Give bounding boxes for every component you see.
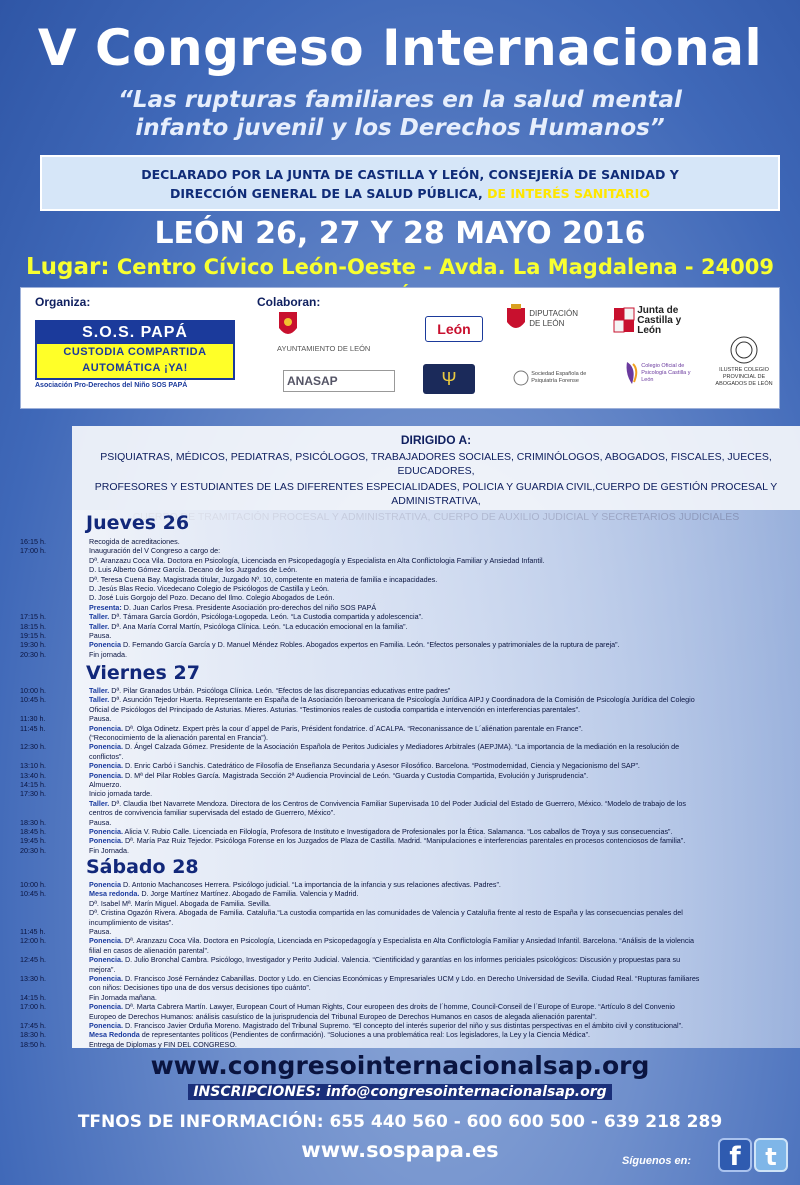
declared-banner <box>40 155 780 211</box>
schedule-desc: Ponencia. Alicia V. Rubio Calle. Licenciada en Filología, Profesora de Instituto e Investigadora de Profesionales por la Ética. Salamanca. “Los caballos de Troya y sus consecuencias”. <box>89 827 673 836</box>
schedule-time: 14:15 h. <box>20 780 46 789</box>
day-heading-sabado: Sábado 28 <box>86 856 199 878</box>
schedule-desc: Ponencia D. Fernando García García y D. Manuel Méndez Robles. Abogados expertos en Familia. León. “Efectos personales y patrimoniales de la ruptura de pareja”. <box>89 640 620 650</box>
sociedad-logo <box>513 370 603 386</box>
declared-line-2-text: DIRECCIÓN GENERAL DE LA SALUD PÚBLICA, <box>170 186 483 201</box>
schedule-time: 10:00 h. <box>20 880 46 889</box>
diputacion-logo <box>505 304 605 334</box>
day-heading-viernes: Viernes 27 <box>86 662 200 684</box>
location-text: Centro Cívico León-Oeste - Avda. La Magdalena - 24009 <box>116 255 775 279</box>
schedule-desc: Taller. Dª. Claudia Ibet Navarrete Mendoza. Directora de los Centros de Convivencia Familiar Supervisada 10 del Poder Judicial del Estado de Guerrero, México. “Modelo de trabajo de los <box>89 798 687 808</box>
schedule-desc: Inauguración del V Congreso a cargo de: <box>89 546 221 556</box>
schedule-desc: D. Luis Alberto Gómez García. Decano de los Juzgados de León. <box>89 565 298 575</box>
schedule-kind: Ponencia <box>89 640 121 650</box>
schedule-time: 18:45 h. <box>20 827 46 836</box>
schedule-time: 18:30 h. <box>20 817 46 827</box>
schedule-desc: Ponencia. Dª. Olga Odinetz. Expert près la cour d´appel de Paris, Président fondatrice. d´ACALPA. “Reconanissance de L´aliénation parentale en France”. <box>89 723 583 733</box>
schedule-time: 17:00 h. <box>20 1002 46 1012</box>
colegio-psicologia-text: Colegio Oficial de Psicología Castilla y León <box>641 362 691 383</box>
schedule-desc: Pausa. <box>89 927 112 936</box>
schedule-desc: (“Reconocimiento de la alienación parental en Francia”). <box>89 733 268 742</box>
schedule-desc: Entrega de Diplomas y FIN DEL CONGRESO. <box>89 1039 237 1049</box>
ayuntamiento-text: AYUNTAMIENTO DE LEÓN <box>277 344 371 353</box>
schedule-desc: Ponencia. D. Julio Bronchal Cambra. Psicólogo, Investigador y Perito Judicial. Valencia. “Cientificidad y garantías en los informes periciales psicológicos: Discusión y propuestas para su <box>89 955 681 965</box>
schedule-kind: Ponencia <box>89 880 121 889</box>
dirigido-title: DIRIGIDO A: <box>400 433 472 447</box>
subtitle-line-1: “Las rupturas familiares en la salud mental <box>118 87 682 113</box>
schedule-desc: Dª. Isabel Mª. Marín Miguel. Abogada de Familia. Sevilla. <box>89 898 271 908</box>
schedule-kind: Ponencia. <box>89 1021 123 1030</box>
schedule-time: 20:30 h. <box>20 649 46 659</box>
schedule-kind: Ponencia. <box>89 723 123 733</box>
declared-line-2 <box>42 184 778 203</box>
schedule-desc: Presenta: D. Juan Carlos Presa. Presidente Asociación pro-derechos del niño SOS PAPÁ <box>89 602 377 612</box>
schedule-desc: Ponencia. Dª. Marta Cabrera Martín. Lawyer, European Court of Human Rights, Cour europeen des droits de l´homme, Council-Conseil de l´Europe of Europe. “Artículo 8 del Convenio <box>89 1002 675 1012</box>
page-title: V Congreso Internacional <box>37 19 763 77</box>
schedule-desc: Almuerzo. <box>89 780 122 789</box>
schedule-desc: Ponencia. D. Ángel Calzada Gómez. Presidente de la Asociación Española de Peritos Judiciales y Mediadores Arbitrales (AEPJMA). “La importancia de la mediación en la resolución de <box>89 742 680 752</box>
schedule-time: 10:45 h. <box>20 695 46 705</box>
schedule-time: 17:15 h. <box>20 612 46 622</box>
phone-numbers: TFNOS DE INFORMACIÓN: 655 440 560 - 600 600 500 - 639 218 289 <box>77 1112 723 1132</box>
declared-line-1: DECLARADO POR LA JUNTA DE CASTILLA Y LEÓN, CONSEJERÍA DE SANIDAD Y <box>141 167 679 182</box>
seal-icon <box>513 370 529 386</box>
schedule-time: 18:30 h. <box>20 1030 46 1040</box>
subtitle <box>0 86 800 142</box>
schedule-kind: Ponencia. <box>89 936 123 946</box>
schedule-kind: Taller. <box>89 798 110 808</box>
event-dates: LEÓN 26, 27 Y 28 MAYO 2016 <box>154 216 646 251</box>
schedule-desc: Ponencia. D. Enric Carbó i Sanchis. Catedrático de Filosofía de Enseñanza Secundaria y Asesor Filosófico. Barcelona. “Postmodernidad, Ciencia y Negacionismo del SAP”. <box>89 761 640 771</box>
sociedad-text: Sociedad Española de Psiquiatría Forense <box>531 371 587 384</box>
schedule-kind: Taller. <box>89 612 110 622</box>
schedule-kind: Ponencia. <box>89 742 123 752</box>
schedule-desc: filial en casos de alienación parental”. <box>89 945 209 955</box>
schedule-time: 12:30 h. <box>20 742 46 752</box>
schedule-time: 13:40 h. <box>20 770 46 780</box>
schedule-time: 20:30 h. <box>20 845 46 855</box>
schedule-desc: Pausa. <box>89 817 112 827</box>
schedule-desc: Recogida de acreditaciones. <box>89 537 180 546</box>
siguenos-label: Síguenos en: <box>622 1155 692 1167</box>
schedule-kind: Mesa Redonda <box>89 1030 140 1040</box>
schedule-desc: Ponencia D. Antonio Machancoses Herrera. Psicólogo judicial. “La importancia de la infancia y sus relaciones afectivas. Padres”. <box>89 880 501 889</box>
schedule-desc: Ponencia. D. Francisco Javier Orduña Moreno. Magistrado del Tribunal Supremo. “El concepto del interés superior del niño y sus distintas perspectivas en el ámbito civil y constitucional”. <box>89 1021 684 1030</box>
crest-icon <box>505 304 527 334</box>
schedule-time: 18:15 h. <box>20 621 46 631</box>
colegio-abogados-text: ILUSTRE COLEGIO PROVINCIAL DE ABOGADOS DE LEÓN <box>715 367 773 387</box>
schedule-time: 13:10 h. <box>20 761 46 771</box>
leon-logo <box>425 316 483 342</box>
schedule-desc: Ponencia. D. Mª del Pilar Robles García. Magistrada Sección 2ª Audiencia Provincial de León. “Guarda y Custodia Compartida, Evolución y Jurisprudencia”. <box>89 770 589 780</box>
schedule-time: 10:00 h. <box>20 686 46 695</box>
schedule-desc: Fin jornada. <box>89 649 127 659</box>
sos-line-2: AUTOMÁTICA ¡YA! <box>82 362 188 374</box>
congress-url[interactable]: www.congresointernacionalsap.org <box>150 1051 650 1080</box>
schedule-desc: Taller. Dª. Pilar Granados Urbán. Psicóloga Clínica. León. “Efectos de las discrepancias educativas entre padres” <box>89 686 451 695</box>
junta-crest-icon <box>613 307 635 335</box>
schedule-time: 13:30 h. <box>20 974 46 983</box>
leon-text: León <box>437 321 471 337</box>
dirigido-line-2: PROFESORES Y ESTUDIANTES DE LAS DIFERENTES ESPECIALIDADES, POLICIA Y GUARDIA CIVIL,CUERPO DE GESTIÓN PROCESAL Y ADMINISTRATIVA, <box>94 481 778 507</box>
schedule-kind: Ponencia. <box>89 955 123 965</box>
anasap-logo <box>283 370 395 392</box>
schedule-kind: Presenta: <box>89 602 122 612</box>
schedule-desc: Ponencia. Dª. María Paz Ruiz Tejedor. Psicóloga Forense en los Juzgados de Plaza de Castilla. Madrid. “Manipulaciones e interferencias parentales en procesos contenciosos de familia”. <box>89 836 686 846</box>
diputacion-text: DIPUTACIÓN DE LEÓN <box>529 309 578 328</box>
schedule-desc: Ponencia. D. Francisco José Fernández Cabanillas. Doctor y Ldo. en Ciencias Económicas y Empresariales UCM y Ldo. en Derecho Universidad de Sevilla. Ciudad Real. “Rupturas familiares <box>89 974 700 983</box>
sos-line-1: CUSTODIA COMPARTIDA <box>63 346 207 358</box>
schedule-desc: Fin Jornada. <box>89 845 129 855</box>
ayuntamiento-logo <box>277 310 417 354</box>
schedule-time: 17:30 h. <box>20 789 46 799</box>
dirigido-line-1: PSIQUIATRAS, MÉDICOS, PEDIATRAS, PSICÓLOGOS, TRABAJADORES SOCIALES, CRIMINÓLOGOS, ABOGADOS, FISCALES, JUECES, EDUCADORES, <box>100 451 772 477</box>
schedule-time: 19:45 h. <box>20 836 46 846</box>
schedule-kind: Mesa redonda. <box>89 889 140 899</box>
organiza-label: Organiza: <box>35 295 91 309</box>
schedule-kind: Taller. <box>89 621 110 631</box>
day-heading-jueves: Jueves 26 <box>86 512 190 534</box>
schedule-desc: Fin Jornada mañana. <box>89 992 157 1002</box>
schedule-time: 12:00 h. <box>20 936 46 946</box>
schedule-desc: mejora”. <box>89 964 116 974</box>
schedule-desc: Taller. Dª. Ana María Corral Martín, Psicóloga Clínica. León. “La educación emocional en la familia”. <box>89 621 408 631</box>
schedule-kind: Ponencia. <box>89 836 123 846</box>
schedule-time: 19:30 h. <box>20 640 46 650</box>
psi-icon: Ψ <box>441 369 457 389</box>
inscripciones-text[interactable]: INSCRIPCIONES: info@congresointernacionalsap.org <box>188 1084 611 1100</box>
sos-papa-logo <box>35 320 235 380</box>
inscripciones[interactable] <box>0 1082 800 1102</box>
emblem-icon <box>730 336 758 364</box>
facebook-icon[interactable]: f <box>718 1138 752 1172</box>
schedule-kind: Ponencia. <box>89 827 123 836</box>
schedule-kind: Taller. <box>89 686 110 695</box>
schedule-kind: Ponencia. <box>89 761 123 771</box>
declared-highlight: DE INTERÉS SANITARIO <box>487 186 650 201</box>
schedule-desc: centros de convivencia familiar supervisada del estado de Guerrero, México”. <box>89 808 336 818</box>
sos-title: S.O.S. PAPÁ <box>37 322 233 344</box>
sospapa-url[interactable]: www.sospapa.es <box>301 1138 499 1162</box>
schedule-kind: Ponencia. <box>89 974 123 983</box>
schedule-time: 11:45 h. <box>20 723 46 733</box>
schedule-time: 14:15 h. <box>20 992 46 1002</box>
twitter-icon[interactable]: t <box>754 1138 788 1172</box>
sos-association: Asociación Pro-Derechos del Niño SOS PAPÁ <box>35 382 188 389</box>
schedule-time: 11:45 h. <box>20 927 46 936</box>
schedule-kind: Taller. <box>89 695 110 705</box>
schedule-kind: Ponencia. <box>89 770 123 780</box>
anasap-text: ANASAP <box>287 374 338 388</box>
schedule-desc: Europeo de Derechos Humanos: análisis casuístico de la jurisprudencia del Tribunal Europeo de Derechos Humanos en casos de alegada alienación parental”. <box>89 1011 597 1021</box>
schedule-desc: Ponencia. Dª. Aranzazu Coca Vila. Doctora en Psicología, Licenciada en Psicopedagogía y Especialista en Alta Conflictología Familiar y Ansiedad Infantil. Barcelona. “Análisis de la violencia <box>89 936 695 946</box>
schedule-desc: incumplimiento de visitas”. <box>89 917 174 927</box>
schedule-desc: Dª. Aranzazu Coca Vila. Doctora en Psicología, Licenciada en Psicopedagogía y Especialista en Alta Conflictologia Familiar y Ansiedad Infantil. <box>89 555 545 565</box>
schedule-kind: Ponencia. <box>89 1002 123 1012</box>
schedule-time: 17:00 h. <box>20 546 46 556</box>
schedule-time: 16:15 h. <box>20 537 46 546</box>
sponsors-panel <box>20 287 780 409</box>
schedule-time: 12:45 h. <box>20 955 46 965</box>
junta-logo <box>613 306 713 336</box>
dirigido-box <box>72 426 800 510</box>
subtitle-line-2: infanto juvenil y los Derechos Humanos” <box>135 115 665 141</box>
schedule-desc: Pausa. <box>89 631 112 640</box>
colegio-abogados-logo <box>711 336 777 388</box>
schedule-desc: D. José Luis Gorgojo del Pozo. Decano del Ilmo. Colegio Abogados de León. <box>89 593 335 603</box>
location-label: Lugar: <box>25 254 110 280</box>
junta-text: Junta de Castilla y León <box>637 305 682 336</box>
leaf-icon <box>625 360 639 386</box>
shield-icon <box>277 310 299 340</box>
schedule-time: 10:45 h. <box>20 889 46 899</box>
colegio-psicologia-logo <box>625 360 697 386</box>
psi-logo <box>423 364 475 394</box>
schedule-time: 19:15 h. <box>20 631 46 640</box>
schedule-desc: Taller. Dª. Támara García Gordón, Psicóloga-Logopeda. León. “La Custodia compartida y adolescencia”. <box>89 612 424 622</box>
schedule-desc: Pausa. <box>89 714 112 724</box>
schedule-desc: Mesa redonda. D. Jorge Martínez Martínez. Abogado de Familia. Valencia y Madrid. <box>89 889 359 899</box>
schedule-desc: Mesa Redonda de representantes políticos (Pendientes de confirmación). “Soluciones a una problemática real: Los legisladores, la Ley y la Ciencia Médica”. <box>89 1030 590 1040</box>
schedule-desc: Dª. Teresa Cuena Bay. Magistrada titular, Juzgado Nº. 10, competente en materia de familia e incapacidades. <box>89 574 438 584</box>
schedule-desc: D. Jesús Blas Recio. Vicedecano Colegio de Psicólogos de Castilla y León. <box>89 584 329 593</box>
colaboran-label: Colaboran: <box>257 295 321 309</box>
schedule-time: 11:30 h. <box>20 714 46 724</box>
schedule-desc: conflictos”. <box>89 751 124 761</box>
schedule-desc: Taller. Dª. Asunción Tejedor Huerta. Representante en España de la Asociación Iberoamericana de Psicología Jurídica AIPJ y Coordinadora de la Comisión de Psicología Jurídica del Colegio <box>89 695 695 705</box>
schedule-desc: Oficial de Psicólogos del Principado de Asturias. Mieres. Asturias. “Testimonios reales de custodia compartida e intervención en interferencias parentales”. <box>89 704 580 714</box>
schedule-desc: Inicio jornada tarde. <box>89 789 153 799</box>
schedule-desc: con niños: Decisiones tipo una de dos versus decisiones tipo cuánto”. <box>89 983 311 993</box>
schedule-time: 17:45 h. <box>20 1021 46 1030</box>
schedule-time: 18:50 h. <box>20 1039 46 1049</box>
schedule-desc: Dª. Cristina Ogazón Rivera. Abogada de Familia. Cataluña.“La custodia compartida en las comunidades de Valencia y Cataluña frente al resto de España y las consecuencias penales del <box>89 908 683 918</box>
